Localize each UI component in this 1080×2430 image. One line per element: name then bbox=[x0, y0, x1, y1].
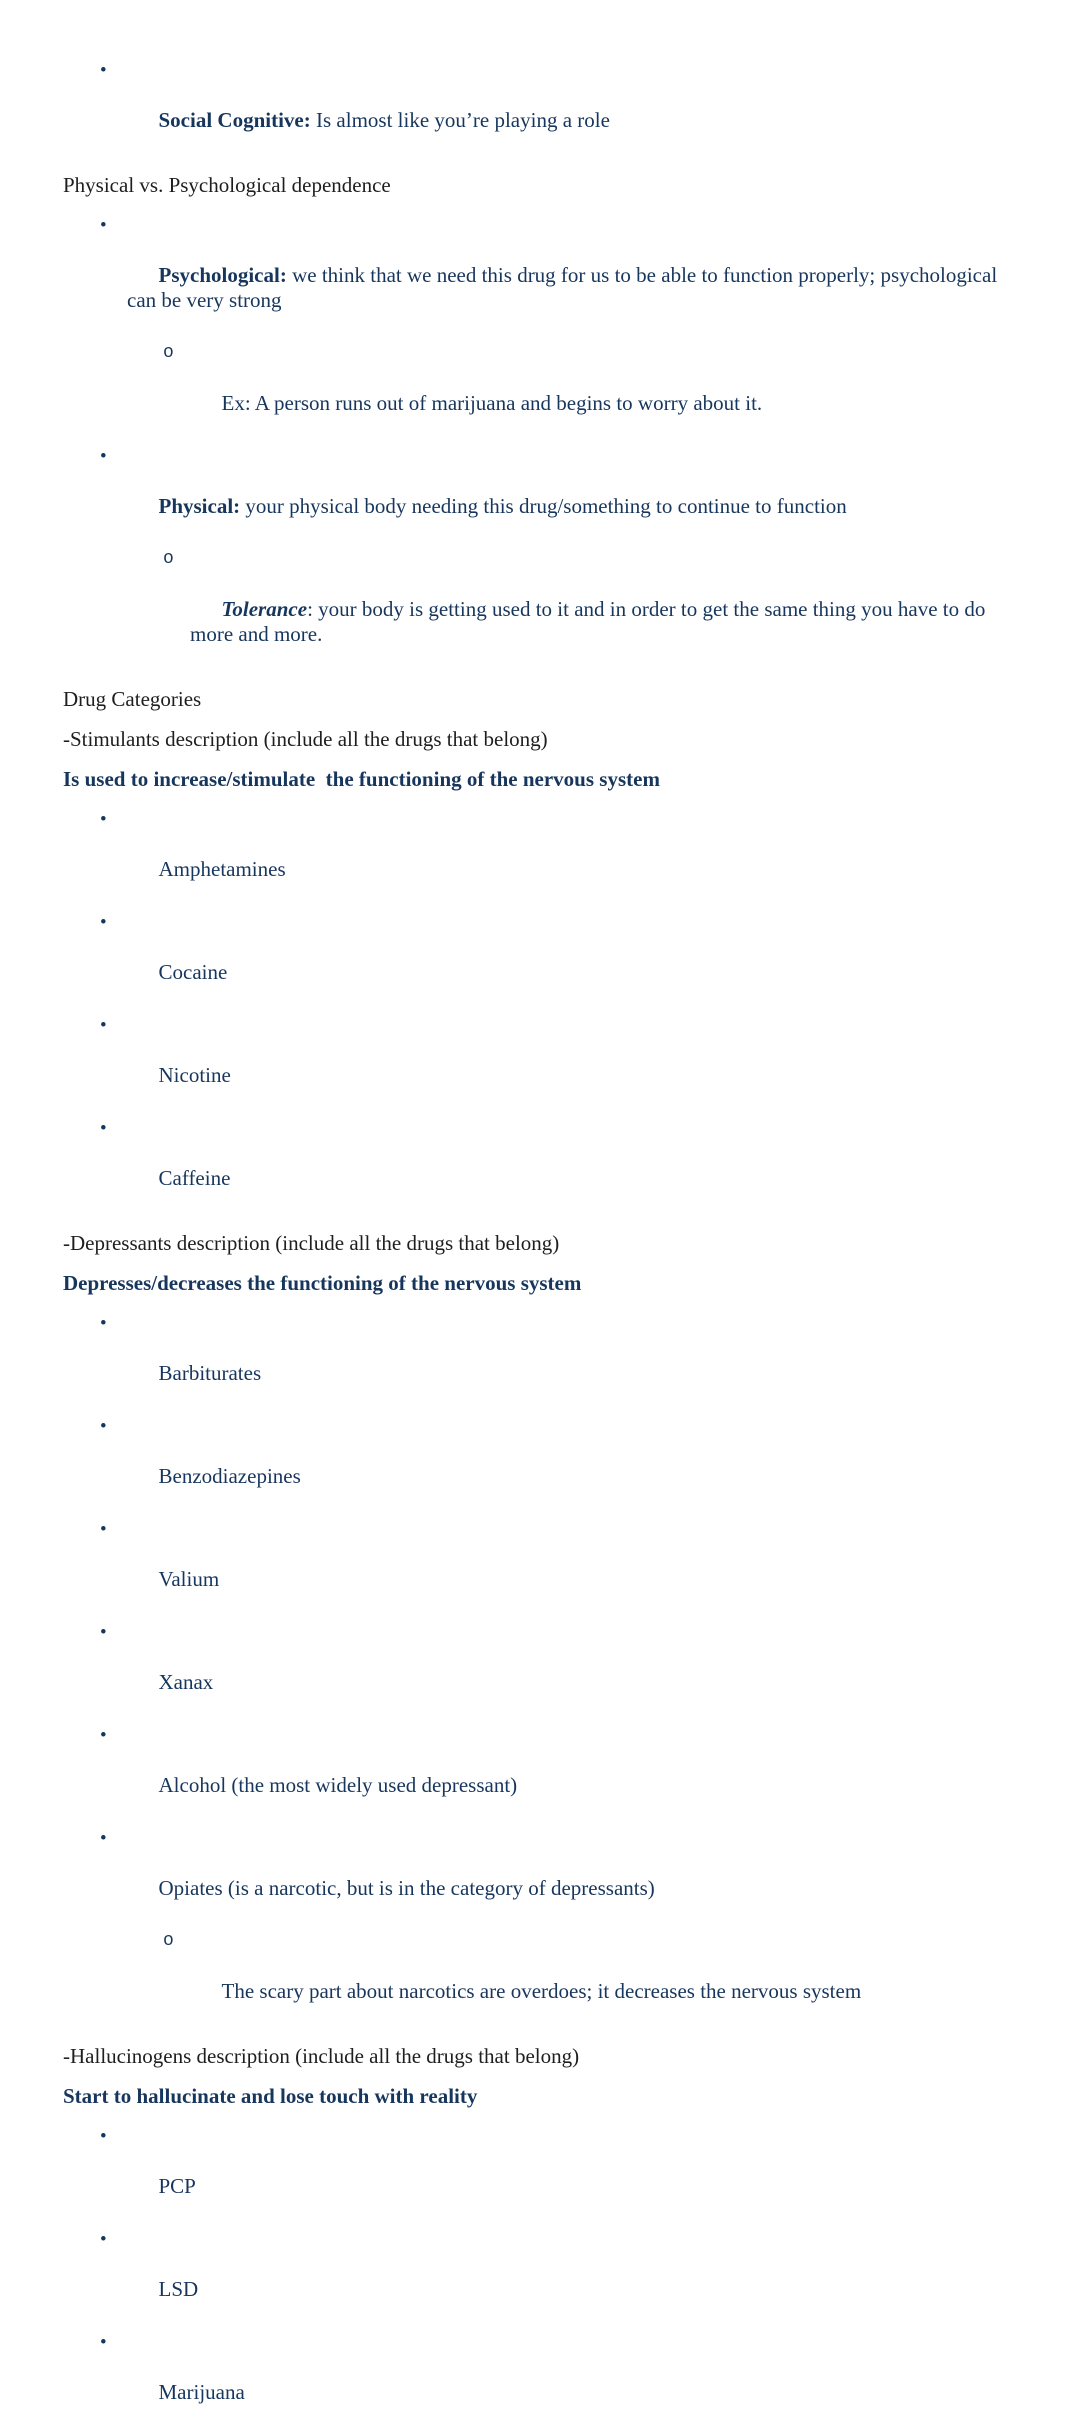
bullet-icon: • bbox=[100, 1519, 107, 1540]
list-item-text: Alcohol (the most widely used depressant) bbox=[158, 1773, 518, 1797]
sub-bullet-item-tolerance bbox=[63, 547, 1018, 672]
bullet-icon: • bbox=[100, 2229, 107, 2250]
circle-bullet-icon: o bbox=[163, 1931, 174, 1951]
term-text: : your body is getting used to it and in order to get the same thing you have to do more and more. bbox=[190, 597, 991, 646]
list-item-text: Benzodiazepines bbox=[158, 1464, 301, 1488]
bullet-item-stimulant bbox=[63, 807, 1018, 907]
depressants-description: -Depressants description (include all the drugs that belong) bbox=[63, 1231, 560, 1255]
term-label: Physical: bbox=[158, 494, 241, 518]
bullet-item-depressant bbox=[63, 1723, 1018, 1823]
bullet-item-hallucinogen bbox=[63, 2124, 1018, 2224]
term-label: Tolerance bbox=[221, 597, 308, 621]
bullet-item-depressant bbox=[63, 1620, 1018, 1720]
sub-bullet-item-narcotics-note bbox=[63, 1929, 1018, 2029]
bullet-icon: • bbox=[100, 2332, 107, 2353]
list-item-text: Amphetamines bbox=[158, 857, 286, 881]
bullet-item-depressant bbox=[63, 1517, 1018, 1617]
term-text: we think that we need this drug for us to be able to function properly; psychological can be very strong bbox=[127, 263, 1003, 312]
bullet-item-hallucinogen bbox=[63, 2227, 1018, 2327]
circle-bullet-icon: o bbox=[163, 549, 174, 569]
term-text: Is almost like you’re playing a role bbox=[310, 108, 610, 132]
bullet-icon: • bbox=[100, 1118, 107, 1139]
bullet-item-stimulant bbox=[63, 1116, 1018, 1216]
bullet-icon: • bbox=[100, 809, 107, 830]
bullet-icon: • bbox=[100, 1725, 107, 1746]
depressants-list bbox=[63, 1311, 1018, 2029]
bullet-icon: • bbox=[100, 215, 107, 236]
list-item-text: Opiates (is a narcotic, but is in the category of depressants) bbox=[158, 1876, 655, 1900]
sub-bullet-text: The scary part about narcotics are overdoes; it decreases the nervous system bbox=[221, 1979, 862, 2003]
bullet-item-depressant bbox=[63, 1414, 1018, 1514]
list-item-text: Barbiturates bbox=[158, 1361, 262, 1385]
hallucinogens-heading: Start to hallucinate and lose touch with reality bbox=[63, 2084, 478, 2108]
bullet-item-depressant bbox=[63, 1311, 1018, 1411]
bullet-icon: • bbox=[100, 1416, 107, 1437]
sub-bullet-text: Ex: A person runs out of marijuana and begins to worry about it. bbox=[221, 391, 763, 415]
stimulants-heading: Is used to increase/stimulate the functioning of the nervous system bbox=[63, 767, 660, 791]
bullet-item-depressant bbox=[63, 1826, 1018, 1926]
drug-categories-title: Drug Categories bbox=[63, 687, 202, 711]
list-item-text: Xanax bbox=[158, 1670, 214, 1694]
list-item-text: Marijuana bbox=[158, 2380, 245, 2404]
term-label: Psychological: bbox=[158, 263, 287, 287]
list-item-text: PCP bbox=[158, 2174, 196, 2198]
circle-bullet-icon: o bbox=[163, 343, 174, 363]
hallucinogens-description: -Hallucinogens description (include all the drugs that belong) bbox=[63, 2044, 580, 2068]
list-item-text: Valium bbox=[158, 1567, 220, 1591]
dependence-title: Physical vs. Psychological dependence bbox=[63, 173, 391, 197]
stimulants-description: -Stimulants description (include all the drugs that belong) bbox=[63, 727, 548, 751]
bullet-item-psychological bbox=[63, 213, 1018, 338]
bullet-item-stimulant bbox=[63, 1013, 1018, 1113]
sub-bullet-item-psychological-example bbox=[63, 341, 1018, 441]
term-label: Social Cognitive: bbox=[158, 108, 311, 132]
social-cognitive-list bbox=[63, 58, 1018, 158]
bullet-item-hallucinogen bbox=[63, 2330, 1018, 2430]
bullet-icon: • bbox=[100, 912, 107, 933]
term-text: your physical body needing this drug/something to continue to function bbox=[240, 494, 847, 518]
list-item-text: Cocaine bbox=[158, 960, 228, 984]
stimulants-list bbox=[63, 807, 1018, 1216]
depressants-heading: Depresses/decreases the functioning of the nervous system bbox=[63, 1271, 582, 1295]
list-item-text: Caffeine bbox=[158, 1166, 231, 1190]
bullet-icon: • bbox=[100, 446, 107, 467]
list-item-text: LSD bbox=[158, 2277, 199, 2301]
bullet-item-physical bbox=[63, 444, 1018, 544]
list-item-text: Nicotine bbox=[158, 1063, 231, 1087]
hallucinogens-list bbox=[63, 2124, 1018, 2430]
bullet-icon: • bbox=[100, 2126, 107, 2147]
bullet-icon: • bbox=[100, 1015, 107, 1036]
bullet-icon: • bbox=[100, 1622, 107, 1643]
bullet-icon: • bbox=[100, 1828, 107, 1849]
bullet-item-social-cognitive bbox=[63, 58, 1018, 158]
bullet-icon: • bbox=[100, 60, 107, 81]
bullet-item-stimulant bbox=[63, 910, 1018, 1010]
bullet-icon: • bbox=[100, 1313, 107, 1334]
dependence-list bbox=[63, 213, 1018, 672]
